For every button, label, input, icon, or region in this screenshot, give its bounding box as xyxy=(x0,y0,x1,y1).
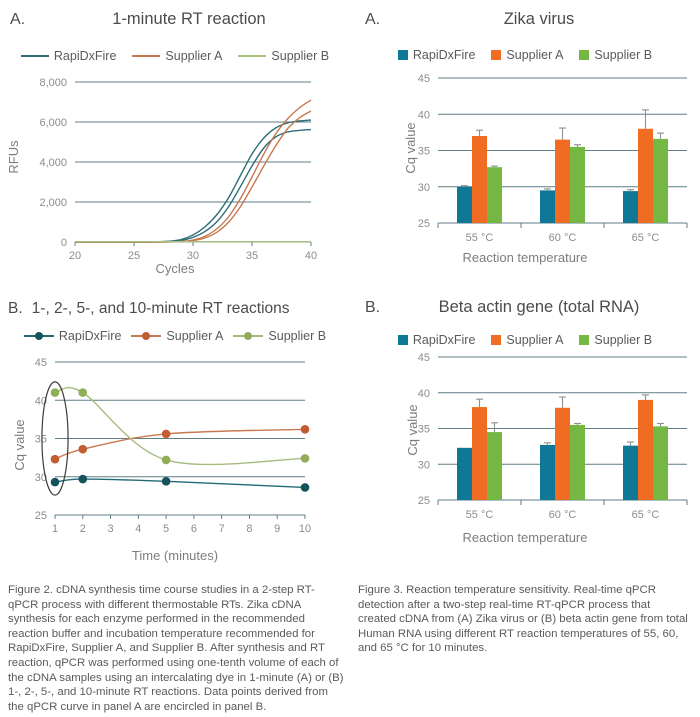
y-axis-title: Cq value xyxy=(403,122,418,174)
svg-text:25: 25 xyxy=(127,250,141,262)
svg-text:60 °C: 60 °C xyxy=(548,232,577,244)
supplier-a-square-swatch xyxy=(491,50,501,60)
legend-item xyxy=(398,48,476,62)
svg-text:0: 0 xyxy=(60,237,67,249)
legend xyxy=(350,48,700,62)
rapidxfire-line-swatch xyxy=(21,55,49,57)
svg-text:25: 25 xyxy=(417,218,430,230)
y-axis-title: Cq value xyxy=(12,419,27,471)
supplier-a-marker-dot xyxy=(142,332,150,340)
svg-text:35: 35 xyxy=(245,250,259,262)
svg-text:5: 5 xyxy=(163,523,170,535)
title-row xyxy=(8,300,290,318)
legend-label: Supplier A xyxy=(165,49,223,63)
panel-label: A. xyxy=(10,11,26,28)
legend xyxy=(0,49,350,63)
chart-title: Zika virus xyxy=(503,10,575,28)
svg-text:30: 30 xyxy=(186,250,200,262)
betaactin-bar-plot xyxy=(350,352,700,532)
svg-text:65 °C: 65 °C xyxy=(631,509,660,521)
legend xyxy=(350,333,700,347)
legend xyxy=(0,329,350,343)
panel-a-zika-bar-chart xyxy=(350,0,700,290)
svg-text:40: 40 xyxy=(417,109,430,122)
timecourse-plot xyxy=(0,348,350,543)
x-axis-title: Reaction temperature xyxy=(462,250,588,265)
rapidxfire-square-swatch xyxy=(398,335,408,345)
panel-a-amplification-line-chart xyxy=(0,0,350,290)
panel-b-timecourse-line-chart xyxy=(0,290,350,580)
legend-item xyxy=(398,333,476,347)
legend-label: Supplier A xyxy=(506,48,564,62)
svg-text:8: 8 xyxy=(246,523,253,535)
supplier-a-line-marker-swatch xyxy=(131,335,161,337)
svg-text:30: 30 xyxy=(417,459,430,472)
svg-text:45: 45 xyxy=(417,352,430,364)
supplier-a-square-swatch xyxy=(491,335,501,345)
legend-label: RapiDxFire xyxy=(412,48,476,62)
svg-text:30: 30 xyxy=(34,471,47,484)
legend-label: Supplier B xyxy=(594,48,653,62)
svg-text:7: 7 xyxy=(218,523,225,535)
svg-text:35: 35 xyxy=(417,423,430,436)
panel-b-betaactin-bar-chart xyxy=(350,290,700,580)
svg-text:60 °C: 60 °C xyxy=(548,509,577,521)
svg-text:2,000: 2,000 xyxy=(39,197,67,209)
supplier-b-line-swatch xyxy=(238,55,266,57)
supplier-b-square-swatch xyxy=(579,335,589,345)
svg-text:35: 35 xyxy=(417,145,430,158)
legend-item xyxy=(24,329,122,343)
svg-text:45: 45 xyxy=(417,73,430,85)
svg-text:6: 6 xyxy=(190,523,197,535)
svg-text:6,000: 6,000 xyxy=(39,117,67,129)
legend-item xyxy=(491,48,563,62)
x-axis-title: Time (minutes) xyxy=(131,548,219,563)
svg-text:20: 20 xyxy=(68,250,82,262)
rapidxfire-square-swatch xyxy=(398,50,408,60)
legend-label: Supplier A xyxy=(506,333,564,347)
legend-item xyxy=(132,49,222,63)
legend-item xyxy=(131,329,223,343)
legend-item xyxy=(238,49,329,63)
x-axis-title: Reaction temperature xyxy=(462,530,588,545)
figure3-caption: Figure 3. Reaction temperature sensitivity. Real-time qPCR detection after a two-step real-time RT-qPCR process that created cDNA from (A) Zika virus or (B) beta actin gene from total Human RNA using different RT reaction temperatures of 55, 60, and 65 °C for 10 minutes. xyxy=(358,584,688,655)
panel-label: A. xyxy=(365,11,381,28)
chart-title: 1-, 2-, 5-, and 10-minute RT reactions xyxy=(31,300,290,317)
svg-text:55 °C: 55 °C xyxy=(465,232,494,244)
svg-text:40: 40 xyxy=(417,387,430,400)
y-axis-title: Cq value xyxy=(405,404,420,456)
svg-text:2: 2 xyxy=(79,523,86,535)
legend-label: Supplier B xyxy=(268,329,327,343)
legend-label: RapiDxFire xyxy=(53,49,117,63)
legend-item xyxy=(579,48,652,62)
svg-text:45: 45 xyxy=(34,357,47,369)
amplification-plot xyxy=(0,70,350,270)
legend-label: Supplier B xyxy=(594,333,653,347)
panel-label: B. xyxy=(365,299,381,316)
svg-text:3: 3 xyxy=(107,523,114,535)
legend-label: Supplier A xyxy=(166,329,224,343)
supplier-a-line-swatch xyxy=(132,55,160,57)
supplier-b-line-marker-swatch xyxy=(233,335,263,337)
rapidxfire-marker-dot xyxy=(35,332,43,340)
svg-text:65 °C: 65 °C xyxy=(631,232,660,244)
legend-item xyxy=(491,333,563,347)
chart-title: 1-minute RT reaction xyxy=(112,10,266,28)
svg-text:35: 35 xyxy=(34,433,47,446)
chart-title: Beta actin gene (total RNA) xyxy=(438,298,640,316)
supplier-b-marker-dot xyxy=(244,332,252,340)
svg-text:4: 4 xyxy=(135,523,142,535)
svg-text:25: 25 xyxy=(34,510,47,522)
legend-label: Supplier B xyxy=(271,49,330,63)
legend-label: RapiDxFire xyxy=(412,333,476,347)
svg-text:40: 40 xyxy=(304,250,318,262)
svg-text:8,000: 8,000 xyxy=(39,77,67,89)
legend-item xyxy=(233,329,326,343)
legend-item xyxy=(579,333,652,347)
panel-label: B. xyxy=(8,300,23,317)
figure2-caption: Figure 2. cDNA synthesis time course studies in a 2-step RT-qPCR process with different thermostable RTs. Zika cDNA synthesis for each enzyme performed in the recommended reaction buffer and incubation temperature recommended for RapiDxFire, Supplier A, and Supplier B. After synthesis and RT reaction, qPCR was performed using one-tenth volume of each of the cDNA samples using an intercalating dye in 1-minute (A) or (B) 1-, 2-, 5-, and 10-minute RT reactions. Data points derived from the qPCR curve in panel A are encircled in panel B. xyxy=(8,584,344,713)
svg-text:40: 40 xyxy=(34,395,47,408)
y-axis-title: RFUs xyxy=(6,140,21,174)
svg-text:9: 9 xyxy=(274,523,281,535)
legend-label: RapiDxFire xyxy=(58,329,122,343)
supplier-b-square-swatch xyxy=(579,50,589,60)
svg-text:1: 1 xyxy=(51,523,59,535)
svg-text:4,000: 4,000 xyxy=(39,157,67,169)
x-axis-title: Cycles xyxy=(155,261,195,276)
legend-item xyxy=(21,49,117,63)
svg-text:30: 30 xyxy=(417,181,430,194)
svg-text:55 °C: 55 °C xyxy=(465,509,494,521)
svg-text:10: 10 xyxy=(298,523,312,535)
rapidxfire-line-marker-swatch xyxy=(24,335,54,337)
svg-text:25: 25 xyxy=(417,495,430,507)
